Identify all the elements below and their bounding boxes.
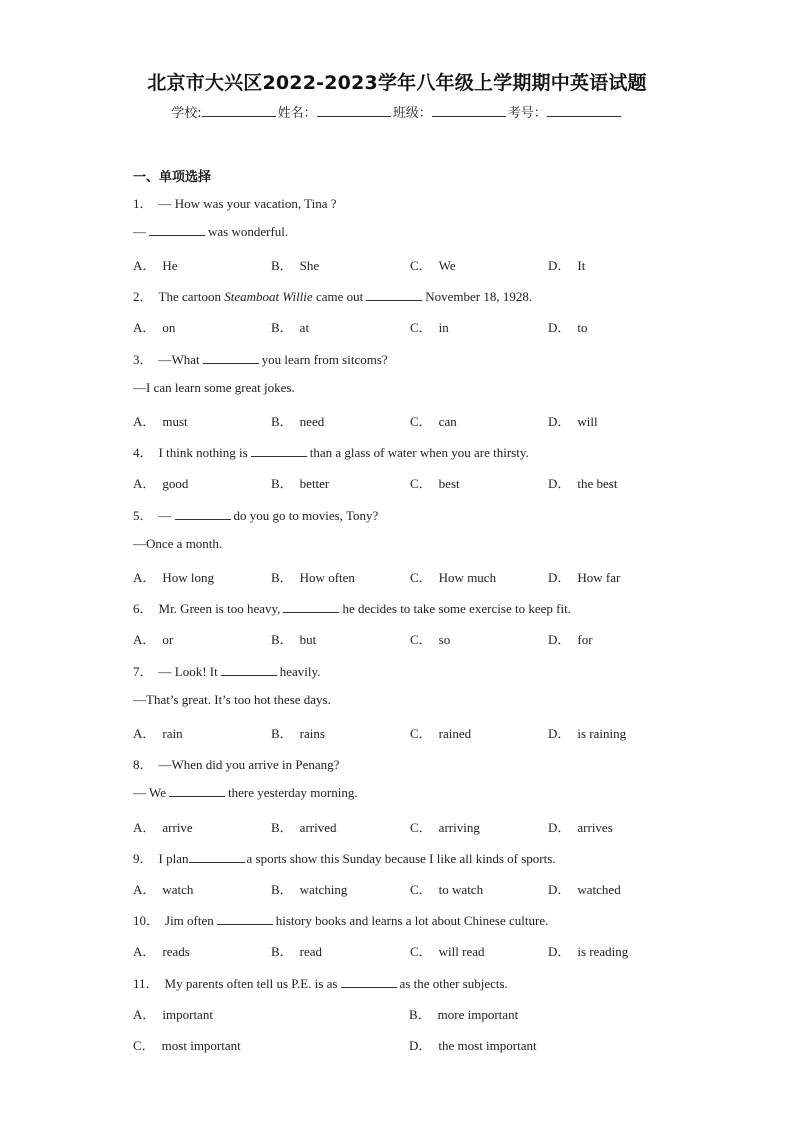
question-8-options xyxy=(133,817,693,835)
question-text: a sports show this Sunday because I like all kinds of sports. xyxy=(246,851,556,866)
question-3-reply: —I can learn some great jokes. xyxy=(133,380,295,395)
number-blank[interactable] xyxy=(547,104,621,117)
option-c[interactable]: C． most important xyxy=(133,1038,241,1053)
option-c[interactable]: C． rained xyxy=(410,726,472,741)
option-d[interactable]: D． for xyxy=(548,632,593,647)
option-b[interactable]: B． read xyxy=(271,944,323,959)
question-text: heavily. xyxy=(279,664,321,679)
answer-blank[interactable] xyxy=(283,601,339,613)
question-1-reply xyxy=(133,224,288,240)
question-number: 10． xyxy=(133,913,160,928)
name-blank[interactable] xyxy=(317,104,391,117)
question-1-options xyxy=(133,255,693,273)
question-7-options xyxy=(133,723,693,741)
question-5-reply: —Once a month. xyxy=(133,536,223,551)
option-d[interactable]: D． will xyxy=(548,414,598,429)
question-number: 3． xyxy=(133,352,153,367)
question-text: I think nothing is xyxy=(158,445,248,460)
option-c[interactable]: C． will read xyxy=(410,944,485,959)
option-a[interactable]: A． arrive xyxy=(133,820,193,835)
option-c[interactable]: C． We xyxy=(410,258,456,273)
option-b[interactable]: B． She xyxy=(271,258,320,273)
answer-blank[interactable] xyxy=(203,352,259,364)
question-text: —When did you arrive in Penang? xyxy=(158,757,340,772)
option-d[interactable]: D． arrives xyxy=(548,820,613,835)
answer-blank[interactable] xyxy=(221,664,277,676)
number-label: 考号： xyxy=(507,106,547,121)
reply-text: there yesterday morning. xyxy=(228,785,358,800)
answer-blank[interactable] xyxy=(149,224,205,236)
cartoon-title: Steamboat Willie xyxy=(224,289,313,304)
question-8 xyxy=(133,754,339,773)
question-number: 4． xyxy=(133,445,153,460)
option-a[interactable]: A． or xyxy=(133,632,174,647)
section-title: 一、单项选择 xyxy=(133,170,212,185)
question-number: 8． xyxy=(133,757,153,772)
question-text: I plan xyxy=(158,851,189,866)
option-a[interactable]: A． He xyxy=(133,258,178,273)
option-b[interactable]: B． watching xyxy=(271,882,348,897)
question-text: — Look! It xyxy=(158,664,218,679)
option-a[interactable]: A． rain xyxy=(133,726,183,741)
option-b[interactable]: B． How often xyxy=(271,570,355,585)
question-4 xyxy=(133,442,529,461)
option-a[interactable]: A． on xyxy=(133,320,176,335)
question-10-options xyxy=(133,941,693,959)
question-text: — How was your vacation, Tina ? xyxy=(158,196,337,211)
option-c[interactable]: C． in xyxy=(410,320,449,335)
question-6-options xyxy=(133,629,693,647)
answer-blank[interactable] xyxy=(251,445,307,457)
question-11-options-row-1 xyxy=(133,1004,693,1022)
option-a[interactable]: A． must xyxy=(133,414,188,429)
question-text: My parents often tell us P.E. is as xyxy=(164,976,338,991)
question-number: 7． xyxy=(133,664,153,679)
question-7 xyxy=(133,661,320,680)
class-blank[interactable] xyxy=(432,104,506,117)
question-text: Jim often xyxy=(165,913,214,928)
answer-blank[interactable] xyxy=(169,785,225,797)
class-label: 班级： xyxy=(392,106,432,121)
option-d[interactable]: D． is raining xyxy=(548,726,627,741)
option-c[interactable]: C． so xyxy=(410,632,451,647)
question-9 xyxy=(133,848,556,867)
question-text: came out xyxy=(315,289,364,304)
question-2-options xyxy=(133,317,693,335)
question-7-reply: —That’s great. It’s too hot these days. xyxy=(133,692,331,707)
question-text: do you go to movies, Tony? xyxy=(233,508,379,523)
option-d[interactable]: D． watched xyxy=(548,882,621,897)
option-c[interactable]: C． can xyxy=(410,414,457,429)
option-a[interactable]: A． important xyxy=(133,1007,213,1022)
school-label: 学校: xyxy=(171,106,202,121)
option-a[interactable]: A． good xyxy=(133,476,189,491)
option-b[interactable]: B． better xyxy=(271,476,330,491)
question-number: 6． xyxy=(133,601,153,616)
option-d[interactable]: D． It xyxy=(548,258,586,273)
question-text: as the other subjects. xyxy=(399,976,508,991)
reply-text: was wonderful. xyxy=(208,224,289,239)
question-6 xyxy=(133,598,571,617)
student-info-row xyxy=(0,102,794,121)
option-a[interactable]: A． How long xyxy=(133,570,215,585)
answer-blank[interactable] xyxy=(217,913,273,925)
option-a[interactable]: A． watch xyxy=(133,882,194,897)
question-11-options-row-2 xyxy=(133,1035,693,1053)
question-10 xyxy=(133,910,548,929)
option-b[interactable]: B． but xyxy=(271,632,317,647)
question-text: November 18, 1928. xyxy=(425,289,533,304)
question-text: The cartoon xyxy=(158,289,221,304)
page-title: 北京市大兴区2022-2023学年八年级上学期期中英语试题 xyxy=(147,72,647,94)
reply-text: — We xyxy=(133,785,167,800)
answer-blank[interactable] xyxy=(341,976,397,988)
option-d[interactable]: D． to xyxy=(548,320,588,335)
reply-text: — xyxy=(133,224,146,239)
question-3-options xyxy=(133,411,693,429)
option-b[interactable]: B． at xyxy=(271,320,310,335)
question-5 xyxy=(133,505,378,524)
question-text: you learn from sitcoms? xyxy=(261,352,388,367)
question-9-options xyxy=(133,879,693,897)
question-3 xyxy=(133,349,388,368)
question-11 xyxy=(133,973,508,992)
option-c[interactable]: C． best xyxy=(410,476,460,491)
option-d[interactable]: D． the most important xyxy=(409,1038,537,1053)
question-1 xyxy=(133,193,337,212)
question-number: 2． xyxy=(133,289,153,304)
question-text: —What xyxy=(158,352,200,367)
question-number: 1． xyxy=(133,196,153,211)
question-text: than a glass of water when you are thirsty. xyxy=(309,445,529,460)
question-2 xyxy=(133,286,532,305)
option-c[interactable]: C． How much xyxy=(410,570,497,585)
name-label: 姓名： xyxy=(277,106,317,121)
option-b[interactable]: B． rains xyxy=(271,726,325,741)
question-number: 11． xyxy=(133,976,159,991)
option-d[interactable]: D． How far xyxy=(548,570,621,585)
question-5-options xyxy=(133,567,693,585)
option-a[interactable]: A． reads xyxy=(133,944,190,959)
answer-blank[interactable] xyxy=(366,289,422,301)
option-d[interactable]: D． the best xyxy=(548,476,618,491)
question-number: 9． xyxy=(133,851,153,866)
question-text: history books and learns a lot about Chinese culture. xyxy=(275,913,549,928)
option-b[interactable]: B． more important xyxy=(409,1007,519,1022)
school-blank[interactable] xyxy=(202,104,276,117)
question-number: 5． xyxy=(133,508,153,523)
option-c[interactable]: C． to watch xyxy=(410,882,484,897)
answer-blank[interactable] xyxy=(189,851,245,863)
question-4-options xyxy=(133,473,693,491)
option-d[interactable]: D． is reading xyxy=(548,944,629,959)
question-text: Mr. Green is too heavy, xyxy=(158,601,281,616)
answer-blank[interactable] xyxy=(175,508,231,520)
option-b[interactable]: B． need xyxy=(271,414,325,429)
option-b[interactable]: B． arrived xyxy=(271,820,337,835)
question-8-reply xyxy=(133,785,358,801)
question-text: he decides to take some exercise to keep fit. xyxy=(342,601,571,616)
question-text: — xyxy=(158,508,172,523)
option-c[interactable]: C． arriving xyxy=(410,820,480,835)
